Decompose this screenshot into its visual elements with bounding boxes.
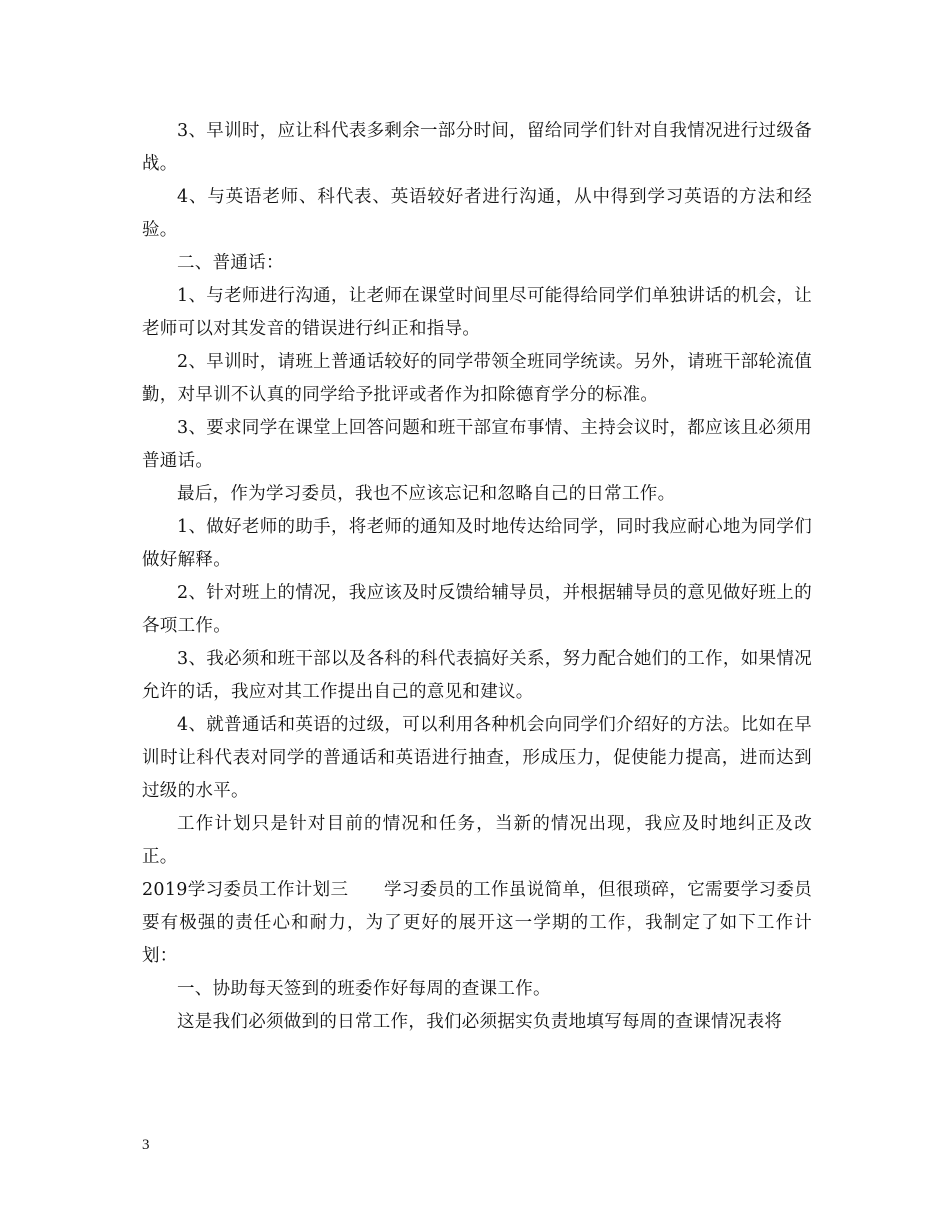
page-number: 3	[142, 1137, 150, 1153]
paragraph-daily-2: 2、针对班上的情况，我应该及时反馈给辅导员，并根据辅导员的意见做好班上的各项工作。	[142, 583, 812, 636]
paragraph-mandarin-2: 2、早训时，请班上普通话较好的同学带领全班同学统读。另外，请班干部轮流值勤，对早训不认真的同学给予批评或者作为扣除德育学分的标准。	[142, 352, 812, 405]
paragraph-daily-1: 1、做好老师的助手，将老师的通知及时地传达给同学，同时我应耐心地为同学们做好解释。	[142, 517, 812, 570]
paragraph-finally: 最后，作为学习委员，我也不应该忘记和忽略自己的日常工作。	[177, 484, 676, 504]
paragraph-plan-item-1: 一、协助每天签到的班委作好每周的查课工作。	[177, 979, 551, 999]
paragraph-daily-4: 4、就普通话和英语的过级，可以利用各种机会向同学们介绍好的方法。比如在早训时让科代表对同学的普通话和英语进行抽查，形成压力，促使能力提高，进而达到过级的水平。	[142, 715, 812, 801]
paragraph-english-3: 3、早训时，应让科代表多剩余一部分时间，留给同学们针对自我情况进行过级备战。	[142, 121, 812, 174]
paragraph-daily-3: 3、我必须和班干部以及各科的科代表搞好关系，努力配合她们的工作，如果情况允许的话，我应对其工作提出自己的意见和建议。	[142, 649, 812, 702]
paragraph-plan-summary: 工作计划只是针对目前的情况和任务，当新的情况出现，我应及时地纠正及改正。	[142, 814, 812, 867]
paragraph-plan-three-heading: 2019学习委员工作计划三 学习委员的工作虽说简单，但很琐碎，它需要学习委员要有极强的责任心和耐力，为了更好的展开这一学期的工作，我制定了如下工作计划：	[142, 880, 812, 966]
document-body	[142, 115, 812, 1039]
section-heading-mandarin: 二、普通话：	[177, 253, 284, 273]
paragraph-plan-item-1-body: 这是我们必须做到的日常工作，我们必须据实负责地填写每周的查课情况表将	[177, 1012, 783, 1032]
paragraph-english-4: 4、与英语老师、科代表、英语较好者进行沟通，从中得到学习英语的方法和经验。	[142, 187, 812, 240]
paragraph-mandarin-3: 3、要求同学在课堂上回答问题和班干部宣布事情、主持会议时，都应该且必须用普通话。	[142, 418, 812, 471]
paragraph-mandarin-1: 1、与老师进行沟通，让老师在课堂时间里尽可能得给同学们单独讲话的机会，让老师可以对其发音的错误进行纠正和指导。	[142, 286, 812, 339]
